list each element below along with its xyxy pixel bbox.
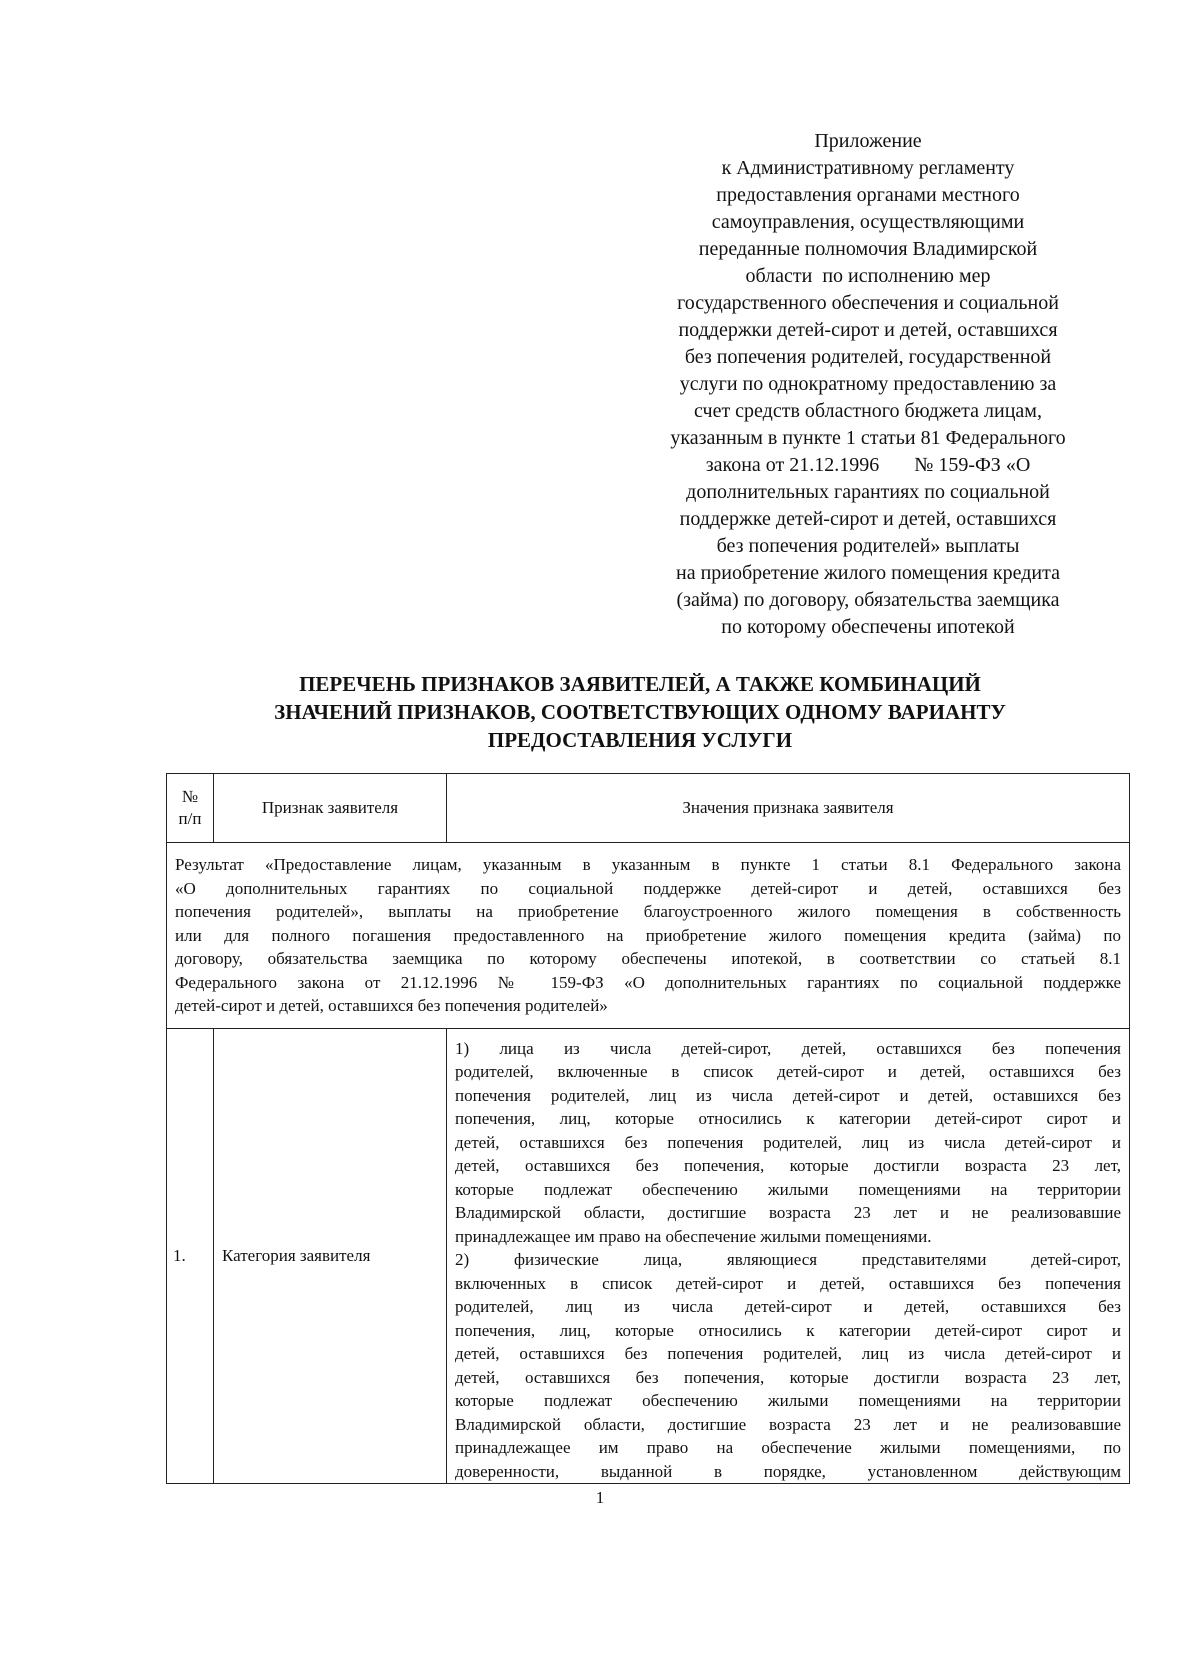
appendix-line: Приложение bbox=[814, 130, 922, 152]
value-line: детей, оставшихся без попечения, которые достигли возраста 23 лет, bbox=[455, 1156, 1121, 1175]
value-line: родителей, лиц из числа детей-сирот и детей, оставшихся без bbox=[455, 1297, 1121, 1316]
appendix-line: государственного обеспечения и социальной bbox=[677, 292, 1059, 314]
header-values: Значения признака заявителя bbox=[447, 774, 1130, 843]
result-line: договору, обязательства заемщика по которому обеспечены ипотекой, в соответствии со статьей 8.1 bbox=[175, 949, 1121, 968]
applicant-signs-table bbox=[166, 773, 1130, 1484]
result-row bbox=[167, 843, 1130, 1029]
appendix-line: поддержки детей-сирот и детей, оставшихся bbox=[678, 319, 1058, 341]
result-line: детей-сирот и детей, оставшихся без попечения родителей» bbox=[175, 996, 608, 1015]
appendix-line: дополнительных гарантиях по социальной bbox=[686, 481, 1050, 503]
value-line: 2) физические лица, являющиеся представителями детей-сирот, bbox=[455, 1250, 1121, 1269]
header-number bbox=[167, 774, 214, 843]
appendix-line: переданные полномочия Владимирской bbox=[698, 238, 1038, 260]
appendix-line: услуги по однократному предоставлению за bbox=[679, 373, 1057, 395]
appendix-line: без попечения родителей» выплаты bbox=[716, 535, 1020, 557]
value-line: которые подлежат обеспечению жилыми помещениями на территории bbox=[455, 1179, 1121, 1199]
value-line: детей, оставшихся без попечения, которые достигли возраста 23 лет, bbox=[455, 1367, 1121, 1387]
result-cell bbox=[167, 843, 1130, 1029]
value-line: включенных в список детей-сирот и детей, оставшихся без попечения bbox=[455, 1273, 1121, 1293]
appendix-line: закона от 21.12.1996 № 159-ФЗ «О bbox=[705, 454, 1031, 476]
appendix-line: поддержке детей-сирот и детей, оставшихся bbox=[679, 508, 1057, 530]
header-sign: Признак заявителя bbox=[214, 774, 447, 843]
appendix-header bbox=[638, 128, 1098, 641]
header-number-abbr: п/п bbox=[178, 809, 202, 828]
value-line: попечения родителей, лиц из числа детей-сирот и детей, оставшихся без bbox=[455, 1085, 1121, 1105]
appendix-line: по которому обеспечены ипотекой bbox=[721, 616, 1015, 638]
value-line: Владимирской области, достигшие возраста 23 лет и не реализовавшие bbox=[455, 1203, 1121, 1222]
value-line: детей, оставшихся без попечения родителей, лиц из числа детей-сирот и bbox=[455, 1344, 1121, 1363]
title-line: ПЕРЕЧЕНЬ ПРИЗНАКОВ ЗАЯВИТЕЛЕЙ, А ТАКЖЕ КОМБИНАЦИЙ bbox=[299, 672, 981, 696]
value-line: Владимирской области, достигшие возраста 23 лет и не реализовавшие bbox=[455, 1414, 1121, 1434]
appendix-line: указанным в пункте 1 статьи 81 Федерального bbox=[670, 427, 1066, 449]
result-line: попечения родителей», выплаты на приобретение благоустроенного жилого помещения в собственность bbox=[175, 902, 1121, 921]
result-line: или для полного погашения предоставленного на приобретение жилого помещения кредита (займа) по bbox=[175, 925, 1121, 945]
appendix-line: (займа) по договору, обязательства заемщика bbox=[676, 589, 1060, 611]
value-line: попечения, лиц, которые относились к категории детей-сирот сирот и bbox=[455, 1320, 1121, 1340]
value-line: попечения, лиц, которые относились к категории детей-сирот сирот и bbox=[455, 1109, 1121, 1128]
appendix-line: к Административному регламенту bbox=[721, 157, 1015, 179]
document-title bbox=[160, 670, 1120, 754]
table-row bbox=[167, 1028, 1130, 1484]
value-line: принадлежащее им право на обеспечение жилыми помещениями. bbox=[455, 1226, 932, 1246]
result-line: «О дополнительных гарантиях по социальной поддержке детей-сирот и детей, оставшихся без bbox=[175, 878, 1121, 898]
appendix-line: области по исполнению мер bbox=[745, 265, 991, 287]
appendix-line: счет средств областного бюджета лицам, bbox=[694, 400, 1042, 422]
row-values bbox=[447, 1028, 1130, 1484]
result-line: Федерального закона от 21.12.1996 № 159-ФЗ «О дополнительных гарантиях по социальной поддержке bbox=[175, 972, 1121, 992]
value-line: принадлежащее им право на обеспечение жилыми помещениями, по bbox=[455, 1438, 1121, 1457]
table-header-row bbox=[167, 774, 1130, 843]
appendix-line: самоуправления, осуществляющими bbox=[711, 211, 1025, 233]
page-number: 1 bbox=[595, 1488, 605, 1507]
value-line: которые подлежат обеспечению жилыми помещениями на территории bbox=[455, 1391, 1121, 1410]
row-number: 1. bbox=[167, 1028, 214, 1484]
value-line: детей, оставшихся без попечения родителей, лиц из числа детей-сирот и bbox=[455, 1132, 1121, 1152]
row-sign: Категория заявителя bbox=[214, 1028, 447, 1484]
appendix-line: предоставления органами местного bbox=[716, 184, 1020, 206]
title-line: ПРЕДОСТАВЛЕНИЯ УСЛУГИ bbox=[487, 728, 793, 752]
value-line: родителей, включенные в список детей-сирот и детей, оставшихся без bbox=[455, 1062, 1121, 1081]
appendix-line: на приобретение жилого помещения кредита bbox=[676, 562, 1060, 584]
result-line: Результат «Предоставление лицам, указанным в указанным в пункте 1 статьи 8.1 Федерального закона bbox=[175, 855, 1121, 874]
value-line: 1) лица из числа детей-сирот, детей, оставшихся без попечения bbox=[455, 1038, 1121, 1058]
title-line: ЗНАЧЕНИЙ ПРИЗНАКОВ, СООТВЕТСТВУЮЩИХ ОДНОМУ ВАРИАНТУ bbox=[274, 700, 1006, 724]
appendix-line: без попечения родителей, государственной bbox=[684, 346, 1052, 368]
value-line: доверенности, выданной в порядке, установленном действующим bbox=[455, 1461, 1121, 1481]
header-number-symbol: № bbox=[181, 787, 199, 806]
